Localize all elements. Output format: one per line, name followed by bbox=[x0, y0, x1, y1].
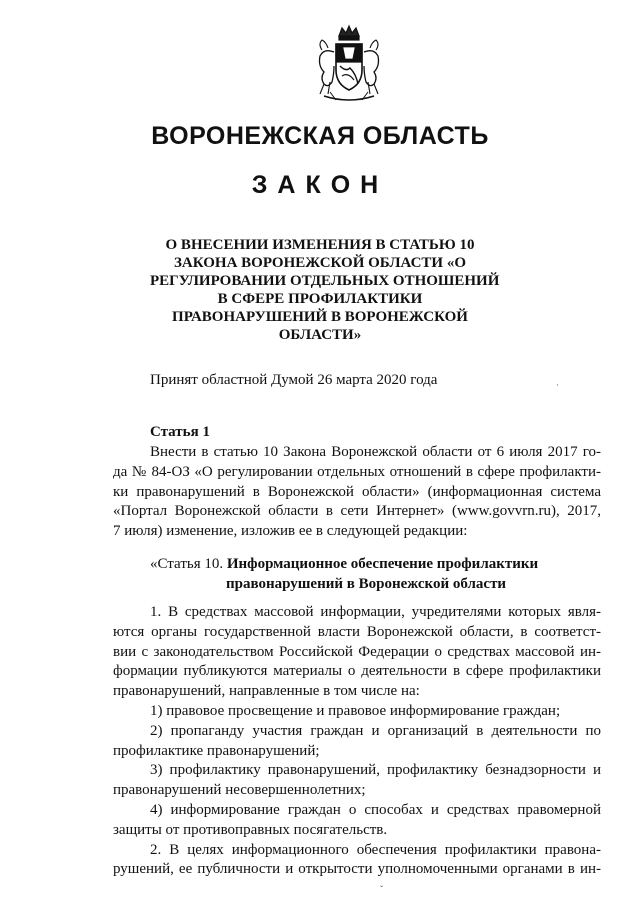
paragraph-line: вии с законодательством Российской Федерации о средствах массовой ин- bbox=[113, 643, 601, 660]
paragraph-line: «Портал Воронежской области в сети Интернет» (www.govvrn.ru), 2017, bbox=[113, 503, 601, 520]
coat-of-arms-emblem bbox=[306, 22, 392, 108]
paragraph-line: правонарушений, направленные в том числе на: bbox=[113, 683, 420, 700]
article-10-prefix: «Статья 10. bbox=[150, 556, 224, 572]
list-item: 3) профилактику правонарушений, профилактику безнадзорности и bbox=[150, 762, 601, 779]
law-title-line: РЕГУЛИРОВАНИИ ОТДЕЛЬНЫХ ОТНОШЕНИЙ bbox=[150, 273, 500, 289]
law-title-line: ОБЛАСТИ» bbox=[278, 327, 362, 343]
paragraph-line: Внести в статью 10 Закона Воронежской области от 6 июля 2017 го- bbox=[150, 444, 601, 460]
list-item: 4) информирование граждан о способах и средствах правомерной bbox=[150, 801, 601, 818]
law-title bbox=[150, 236, 500, 344]
paragraph-line: рушений, ее публичности и открытости уполномоченными органами в ин- bbox=[113, 861, 601, 878]
article-10-body bbox=[113, 603, 601, 880]
list-item-cont: профилактике правонарушений; bbox=[113, 742, 320, 759]
article-1-body bbox=[113, 443, 601, 542]
paragraph-line: 1. В средствах массовой информации, учредителями которых явля- bbox=[150, 604, 601, 620]
adoption-note: Принят областной Думой 26 марта 2020 года bbox=[150, 372, 438, 388]
article-10-title-cont: правонарушений в Воронежской области bbox=[226, 575, 507, 592]
scan-speck: · bbox=[556, 380, 559, 390]
article-10-title: Информационное обеспечение профилактики bbox=[226, 556, 539, 572]
region-title: ВОРОНЕЖСКАЯ ОБЛАСТЬ bbox=[151, 122, 489, 150]
law-title-line: ПРАВОНАРУШЕНИЙ В ВОРОНЕЖСКОЙ bbox=[172, 309, 468, 325]
list-item: 1) правовое просвещение и правовое информирование граждан; bbox=[150, 702, 561, 719]
law-title-line: В СФЕРЕ ПРОФИЛАКТИКИ bbox=[217, 291, 423, 307]
list-item: 2) пропаганду участия граждан и организаций в деятельности по bbox=[150, 722, 601, 739]
list-item-cont: защиты от противоправных посягательств. bbox=[113, 821, 388, 838]
document-type: ЗАКОН bbox=[251, 171, 389, 199]
article-1-heading: Статья 1 bbox=[150, 424, 210, 440]
paragraph-line: 2. В целях информационного обеспечения профилактики правона- bbox=[150, 841, 601, 858]
list-item-cont: правонарушений несовершеннолетних; bbox=[113, 782, 366, 799]
paragraph-line: 7 июля) изменение, изложив ее в следующей редакции: bbox=[113, 523, 468, 540]
paragraph-line: да № 84-ОЗ «О регулировании отдельных отношений в сфере профилакти- bbox=[113, 463, 601, 480]
paragraph-line: ки правонарушений в Воронежской области» (информационная система bbox=[113, 483, 601, 500]
paragraph-line: формации публикуются материалы о деятельности в сфере профилактики bbox=[113, 663, 601, 680]
law-title-line: ЗАКОНА ВОРОНЕЖСКОЙ ОБЛАСТИ «О bbox=[173, 255, 467, 271]
law-title-line: О ВНЕСЕНИИ ИЗМЕНЕНИЯ В СТАТЬЮ 10 bbox=[165, 237, 475, 253]
scan-speck: ˇ bbox=[380, 884, 383, 894]
article-10-heading bbox=[150, 555, 538, 595]
paragraph-line: ются органы государственной власти Воронежской области, в соответст- bbox=[113, 623, 601, 640]
